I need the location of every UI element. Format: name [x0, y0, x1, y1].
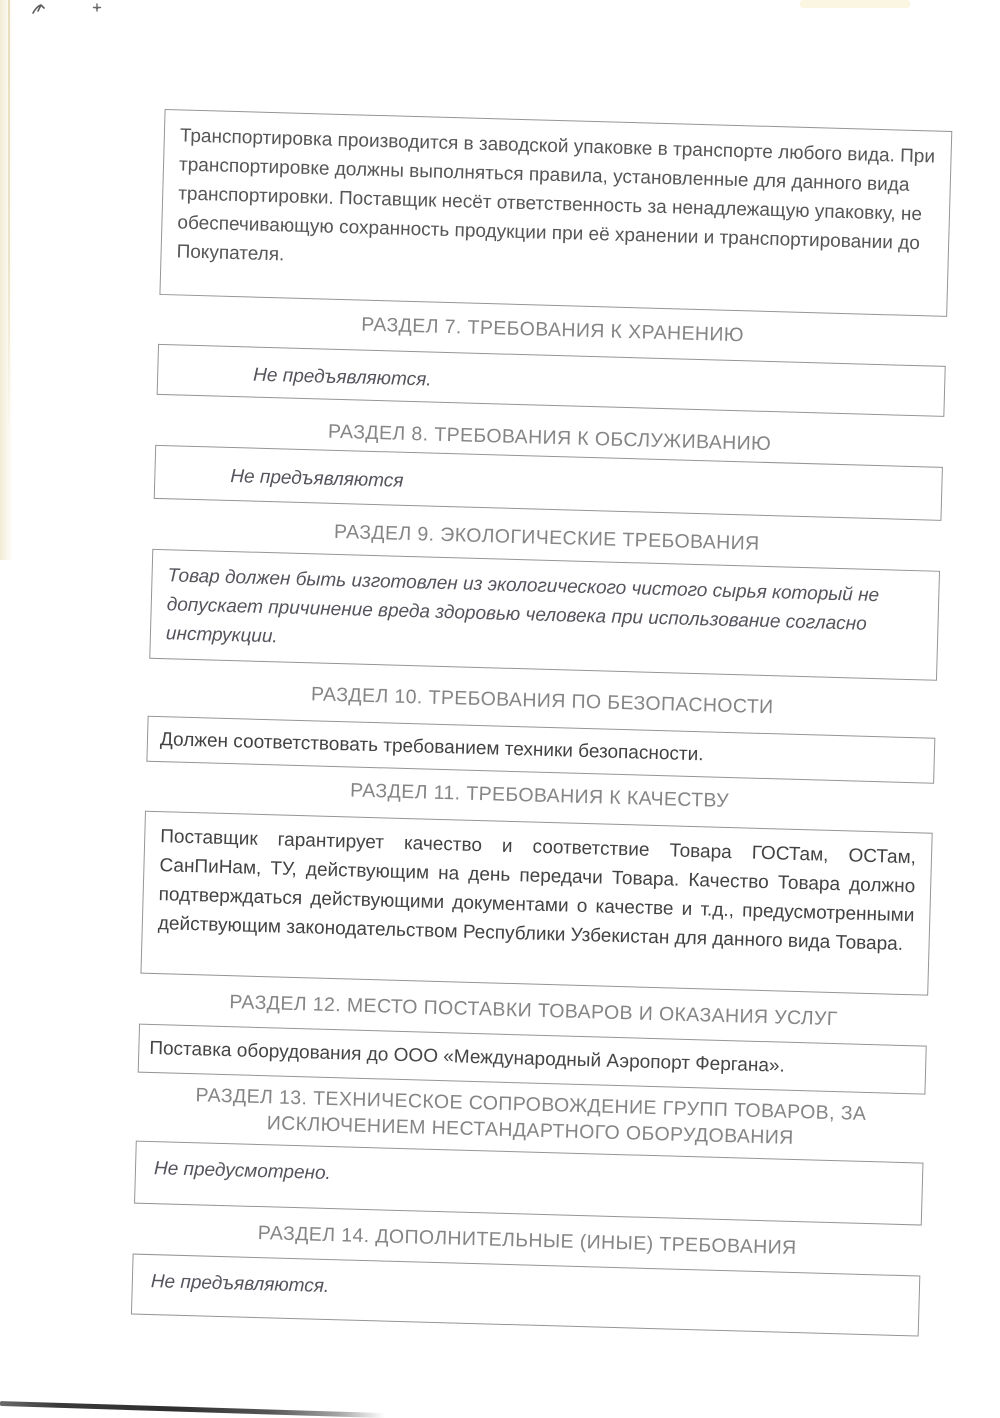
section-11-answer-text: Поставщик гарантирует качество и соответствие Товара ГОСТам, ОСТам, СанПиНам, ТУ, действующим на день передачи Товара. Качество Товара должно подтверждаться действующими документами о качестве и т.д., предусмотренными действующим законодательством Республики Узбекистан для данного вида Товара.	[157, 826, 917, 955]
paper-edge-crease	[8, 0, 10, 440]
section-10-heading: РАЗДЕЛ 10. ТРЕБОВАНИЯ ПО БЕЗОПАСНОСТИ	[310, 683, 774, 719]
section-11-answer-box	[140, 811, 932, 996]
section-9-answer-box	[149, 549, 940, 681]
pen-plus-mark-icon	[90, 2, 104, 16]
section-12-answer-text: Поставка оборудования до ООО «Международный Аэропорт Фергана».	[149, 1037, 786, 1077]
section-11-heading: РАЗДЕЛ 11. ТРЕБОВАНИЯ К КАЧЕСТВУ	[349, 779, 730, 813]
section-12-heading: РАЗДЕЛ 12. МЕСТО ПОСТАВКИ ТОВАРОВ И ОКАЗАНИЯ УСЛУГ	[229, 991, 839, 1031]
section-7-answer-text: Не предъявляются.	[252, 364, 432, 391]
section-13-answer-box	[134, 1141, 923, 1226]
section-13-answer-text: Не предусмотрено.	[153, 1158, 332, 1185]
transport-clause-box	[159, 109, 952, 317]
pen-tick-mark-icon	[30, 2, 50, 18]
paper-edge-left	[0, 0, 13, 560]
section-8-answer-text: Не предъявляются	[230, 465, 404, 492]
section-10-answer-text: Должен соответствовать требованием техники безопасности.	[159, 729, 704, 766]
section-8-heading: РАЗДЕЛ 8. ТРЕБОВАНИЯ К ОБСЛУЖИВАНИЮ	[327, 420, 772, 456]
section-10-answer-box	[146, 716, 935, 784]
page-bottom-edge-line	[0, 1401, 385, 1418]
paper-edge-top-right	[800, 0, 910, 8]
section-9-heading: РАЗДЕЛ 9. ЭКОЛОГИЧЕСКИЕ ТРЕБОВАНИЯ	[333, 520, 760, 555]
section-7-answer-box	[157, 344, 946, 417]
section-14-heading: РАЗДЕЛ 14. ДОПОЛНИТЕЛЬНЫЕ (ИНЫЕ) ТРЕБОВАНИЯ	[257, 1222, 797, 1260]
section-9-answer-text: Товар должен быть изготовлен из экологического чистого сырья который не допускает причинение вреда здоровью человека при использование согласно инструкции.	[165, 565, 880, 648]
section-7-heading: РАЗДЕЛ 7. ТРЕБОВАНИЯ К ХРАНЕНИЮ	[360, 313, 745, 347]
transport-clause-text: Транспортировка производится в заводской упаковке в транспорте любого вида. При транспортировке должны выполняться правила, установленные для данного вида транспортировки. Поставщик несёт ответственность за ненадлежащую упаковку, не обеспечивающую сохранность продукции при её хранении и транспортировании до Покупателя.	[176, 125, 936, 266]
section-14-answer-text: Не предъявляются.	[150, 1271, 330, 1298]
document-sheet	[129, 95, 955, 1407]
section-13-heading: РАЗДЕЛ 13. ТЕХНИЧЕСКОЕ СОПРОВОЖДЕНИЕ ГРУПП ТОВАРОВ, ЗА ИСКЛЮЧЕНИЕМ НЕСТАНДАРТНОГО ОБОРУДОВАНИЯ	[195, 1084, 867, 1149]
section-14-answer-box	[131, 1254, 920, 1337]
